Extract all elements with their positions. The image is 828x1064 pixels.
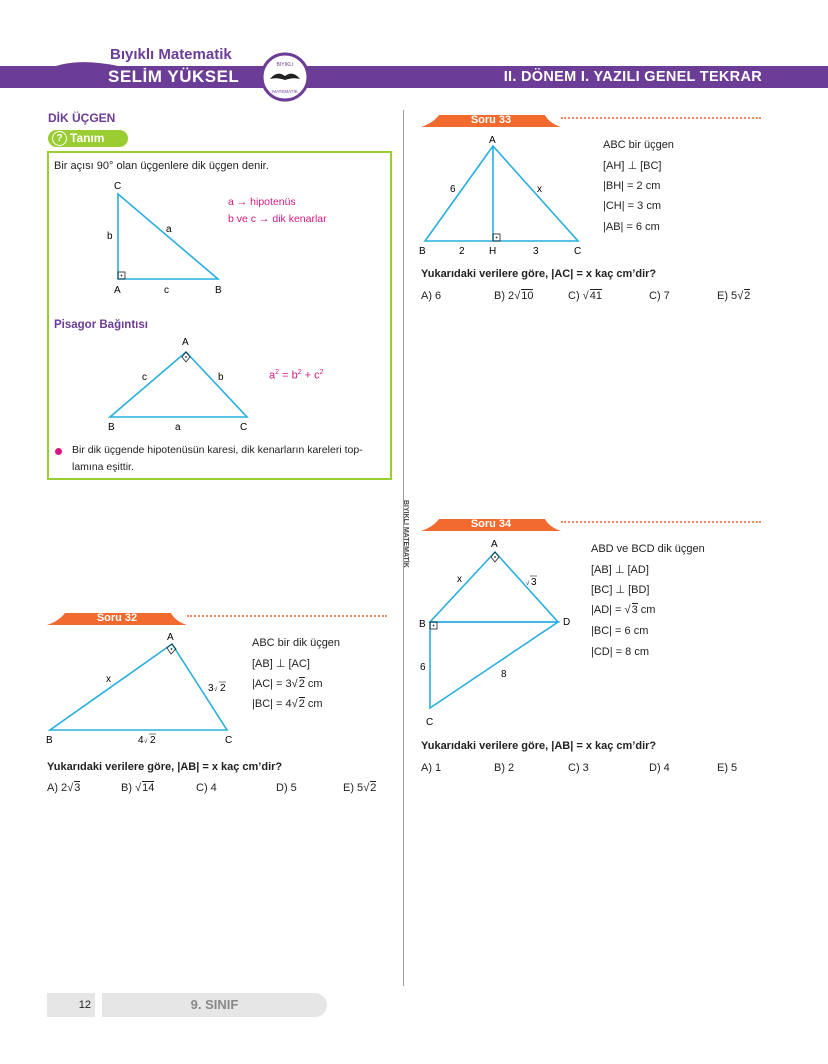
svg-text:BIYIKLI MATEMATİK: BIYIKLI MATEMATİK [402,500,409,568]
side-label: c [142,372,147,383]
side-label: a [166,224,172,235]
pisagor-title: Pisagor Bağıntısı [54,319,148,331]
side-label: a [175,422,181,433]
svg-text:2: 2 [459,246,465,257]
page-number: 12 [47,993,95,1017]
brand-name: SELİM YÜKSEL [108,67,240,86]
vertex-label: C [114,181,122,192]
option-d[interactable]: D) 5 [276,782,297,794]
soru-33-label: Soru 33 [470,114,512,126]
logo-bottom-text: MATEMATİK [272,89,298,94]
svg-text:H: H [489,246,497,257]
option-a[interactable]: A) 1 [421,762,442,774]
side-label: c [164,285,169,296]
side-label: b [107,231,113,242]
given-line: ABD ve BCD dik üçgen [591,543,705,555]
option-c[interactable]: C) √41 [568,290,602,302]
pisagor-formula: $a^2 = b^2 + c^2$ [269,369,324,382]
svg-text:√: √ [144,739,148,745]
legend-dik-kenarlar: b ve c → dik kenarlar [228,213,327,225]
given-line: [AB] ⊥ [AC] [252,658,310,670]
svg-text:6: 6 [450,184,456,195]
right-triangle-figure [100,176,235,298]
svg-text:C: C [225,735,233,746]
logo-top-text: BIYIKLI [276,62,294,68]
given-line: |AD| = √3 cm [591,604,656,616]
svg-text:A: A [489,135,496,146]
svg-text:3: 3 [531,577,537,588]
vertex-label: B [108,422,115,433]
bullet-text-line1: Bir dik üçgende hipotenüsün karesi, dik kenarların kareleri top- [72,444,363,456]
option-e[interactable]: E) 5√2 [343,782,377,794]
vertex-label: A [114,285,121,296]
svg-text:x: x [457,574,462,585]
given-line: ABC bir dik üçgen [252,637,341,649]
definition-text: Bir açısı 90° olan üçgenlere dik üçgen denir. [54,160,269,172]
svg-text:3: 3 [533,246,539,257]
bullet-text-line2: lamına eşittir. [72,461,134,473]
svg-text:8: 8 [501,669,507,680]
given-line: [BC] ⊥ [BD] [591,584,650,596]
vertex-label: B [215,285,222,296]
dotted-rule [187,615,387,617]
given-line: [AH] ⊥ [BC] [603,160,662,172]
soru-34-question: Yukarıdaki verilere göre, |AB| = x kaç cm’dir? [421,740,657,752]
option-c[interactable]: C) 4 [196,782,217,794]
section-title: DİK ÜÇGEN [48,111,116,125]
svg-text:B: B [46,735,53,746]
svg-text:2: 2 [150,735,156,746]
grade-label: 9. SINIF [102,993,327,1017]
given-line: ABC bir üçgen [603,139,674,151]
soru-34-banner [421,517,561,533]
given-line: |BH| = 2 cm [603,180,661,192]
soru-32-banner [47,611,187,627]
soru-34-figure [415,536,580,732]
option-b[interactable]: B) √14 [121,782,155,794]
tanim-label: Tanım [70,131,105,145]
svg-text:C: C [574,246,582,257]
soru-32-figure [42,628,242,748]
svg-text:A: A [491,539,498,550]
soru-32-question: Yukarıdaki verilere göre, |AB| = x kaç cm’dir? [47,761,283,773]
svg-text:B: B [419,246,426,257]
svg-text:x: x [537,184,542,195]
option-d[interactable]: D) 4 [649,762,670,774]
svg-text:A: A [167,632,174,643]
svg-text:B: B [419,619,426,630]
svg-text:C: C [426,717,434,728]
svg-text:D: D [563,617,571,628]
option-d[interactable]: C) 7 [649,290,670,302]
soru-33-figure [415,132,595,258]
page-title: II. DÖNEM I. YAZILI GENEL TEKRAR [503,69,762,85]
option-b[interactable]: B) 2√10 [494,290,534,302]
brand-top-text: Bıyıklı Matematik [110,46,232,63]
dotted-rule [561,521,761,523]
given-line: |BC| = 6 cm [591,625,649,637]
mustache-logo-icon [260,52,310,102]
tanim-badge [48,130,128,147]
svg-text:6: 6 [420,662,426,673]
option-c[interactable]: C) 3 [568,762,589,774]
option-a[interactable]: A) 2√3 [47,782,81,794]
legend-hipotenus: a → hipotenüs [228,196,296,208]
question-icon: ? [52,131,67,146]
option-b[interactable]: B) 2 [494,762,515,774]
svg-text:x: x [106,674,111,685]
vertex-label: A [182,337,189,348]
svg-text:4: 4 [138,735,144,746]
given-line: |CD| = 8 cm [591,646,649,658]
vertex-label: C [240,422,248,433]
given-line: [AB] ⊥ [AD] [591,564,649,576]
given-line: |AB| = 6 cm [603,221,660,233]
svg-text:√: √ [214,687,218,693]
soru-34-label: Soru 34 [470,518,512,530]
given-line: |BC| = 4√2 cm [252,698,323,710]
side-label: b [218,372,224,383]
option-a[interactable]: A) 6 [421,290,442,302]
svg-text:√: √ [526,581,530,587]
bullet-dot [55,448,62,455]
pisagor-triangle-figure [104,334,264,434]
soru-33-banner [421,113,561,129]
soru-33-question: Yukarıdaki verilere göre, |AC| = x kaç cm’dir? [421,268,657,280]
option-e[interactable]: E) 5 [717,762,738,774]
spine-text [396,500,408,600]
svg-text:2: 2 [220,683,226,694]
option-e[interactable]: E) 5√2 [717,290,751,302]
dotted-rule [561,117,761,119]
soru-32-label: Soru 32 [96,612,138,624]
given-line: |CH| = 3 cm [603,200,661,212]
given-line: |AC| = 3√2 cm [252,678,323,690]
svg-text:3: 3 [208,683,214,694]
